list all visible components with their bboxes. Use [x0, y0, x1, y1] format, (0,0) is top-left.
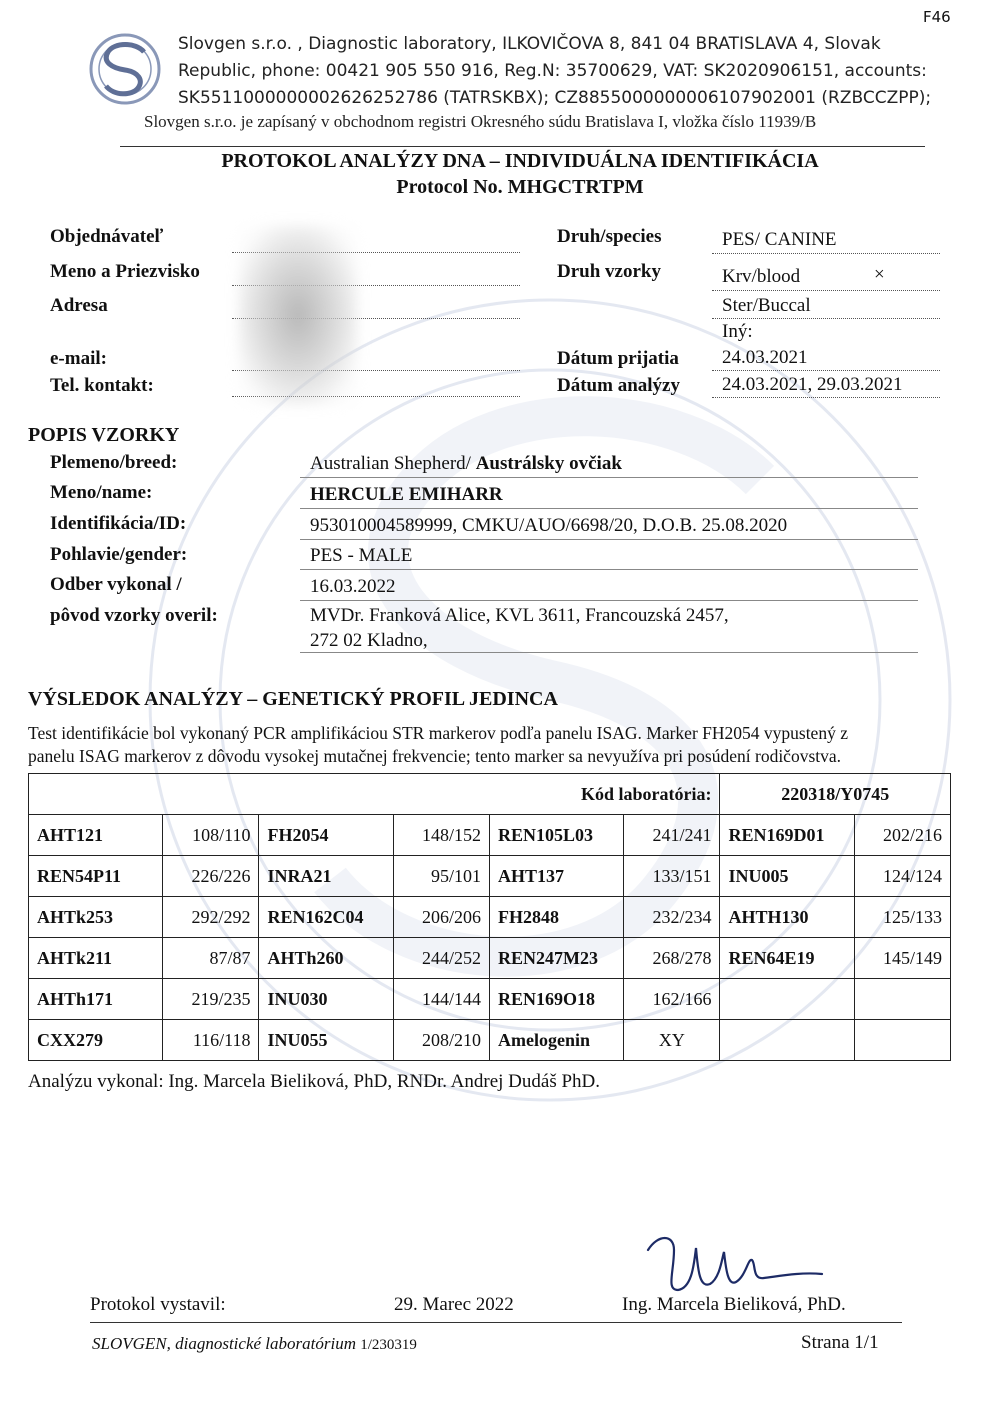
footer-doc-code: 1/230319 — [360, 1337, 417, 1353]
result-text-1: Test identifikácie bol vykonaný PCR amplifikáciou STR markerov podľa panelu ISAG. Marker FH2054 vypustený z — [28, 723, 848, 743]
marker-value: 125/133 — [854, 897, 950, 938]
marker-value: 232/234 — [624, 897, 720, 938]
marker-value: 87/87 — [163, 938, 259, 979]
verified-label: pôvod vzorky overil: — [50, 605, 218, 626]
gender-value: PES - MALE — [310, 545, 413, 566]
marker-name: INU030 — [259, 979, 393, 1020]
marker-value: 162/166 — [624, 979, 720, 1020]
breed-label: Plemeno/breed: — [50, 452, 178, 473]
marker-value: 202/216 — [854, 815, 950, 856]
document-title: PROTOKOL ANALÝZY DNA – INDIVIDUÁLNA IDENTIFIKÁCIA — [221, 150, 819, 172]
sample-type-other: Iný: — [722, 321, 753, 342]
marker-name — [720, 979, 854, 1020]
marker-name: REN64E19 — [720, 938, 854, 979]
received-date-value: 24.03.2021 — [722, 347, 808, 368]
breed-value: Australian Shepherd/ Austrálsky ovčiak — [310, 453, 622, 474]
received-date-label: Dátum prijatia — [557, 348, 679, 369]
collection-line — [300, 600, 918, 601]
gender-label: Pohlavie/gender: — [50, 544, 188, 565]
client-address-label: Adresa — [50, 295, 108, 316]
marker-name: FH2848 — [489, 897, 623, 938]
form-code: F46 — [923, 8, 951, 26]
marker-name: REN169O18 — [489, 979, 623, 1020]
footer-divider — [90, 1322, 902, 1323]
issued-date: 29. Marec 2022 — [394, 1294, 514, 1315]
client-name-label: Meno a Priezvisko — [50, 261, 200, 282]
sample-type-label: Druh vzorky — [557, 261, 661, 282]
marker-name — [720, 1020, 854, 1061]
result-text-2: panelu ISAG markerov z dôvodu vysokej mutačnej frekvencie; tento marker sa nevyužíva pri posúdení rodičovstva. — [28, 746, 842, 766]
marker-value: 95/101 — [393, 856, 489, 897]
selected-mark: × — [874, 264, 885, 285]
marker-value: 208/210 — [393, 1020, 489, 1061]
marker-name: INRA21 — [259, 856, 393, 897]
header-line-1: Slovgen s.r.o. , Diagnostic laboratory, ILKOVIČOVA 8, 841 04 BRATISLAVA 4, Slovak — [178, 34, 881, 54]
gender-line — [300, 569, 918, 570]
breed-line — [300, 477, 918, 478]
marker-value: 108/110 — [163, 815, 259, 856]
table-row — [29, 897, 951, 938]
marker-value: 133/151 — [624, 856, 720, 897]
id-label: Identifikácia/ID: — [50, 513, 187, 534]
signature — [640, 1228, 830, 1308]
marker-value: 124/124 — [854, 856, 950, 897]
sample-type-buccal: Ster/Buccal — [722, 295, 811, 316]
received-date-line — [712, 370, 940, 371]
verified-value-2: 272 02 Kladno, — [310, 630, 428, 651]
name-line — [300, 508, 918, 509]
marker-value: 144/144 — [393, 979, 489, 1020]
marker-name: AHT121 — [29, 815, 163, 856]
marker-name: INU055 — [259, 1020, 393, 1061]
marker-value: 226/226 — [163, 856, 259, 897]
marker-name: AHT137 — [489, 856, 623, 897]
marker-name: AHTk211 — [29, 938, 163, 979]
marker-value: 116/118 — [163, 1020, 259, 1061]
marker-name: AHTh171 — [29, 979, 163, 1020]
species-line — [712, 253, 940, 254]
verified-value-1: MVDr. Franková Alice, KVL 3611, Francouzská 2457, — [310, 605, 729, 626]
footer-company-block — [92, 1334, 417, 1354]
marker-value: 206/206 — [393, 897, 489, 938]
verified-line — [300, 652, 918, 653]
sample-description-heading: POPIS VZORKY — [28, 424, 180, 446]
marker-value: 219/235 — [163, 979, 259, 1020]
marker-value: 241/241 — [624, 815, 720, 856]
page-number: Strana 1/1 — [801, 1332, 879, 1353]
table-row — [29, 1020, 951, 1061]
analysis-date-label: Dátum analýzy — [557, 375, 680, 396]
client-label: Objednávateľ — [50, 226, 164, 247]
marker-value: 148/152 — [393, 815, 489, 856]
marker-value: XY — [624, 1020, 720, 1061]
marker-name: AHTk253 — [29, 897, 163, 938]
header-line-2: Republic, phone: 00421 905 550 916, Reg.N: 35700629, VAT: SK2020906151, accounts: — [178, 61, 927, 81]
lab-code-label: Kód laboratória: — [29, 774, 720, 815]
marker-name: INU005 — [720, 856, 854, 897]
redacted-client-info — [238, 225, 358, 405]
table-row — [29, 938, 951, 979]
marker-name: REN54P11 — [29, 856, 163, 897]
issued-by: Ing. Marcela Bieliková, PhD. — [622, 1294, 846, 1315]
header-line-4: Slovgen s.r.o. je zapísaný v obchodnom registri Okresného súdu Bratislava I, vložka číslo 11939/B — [144, 112, 817, 131]
marker-value — [854, 1020, 950, 1061]
marker-name: REN162C04 — [259, 897, 393, 938]
marker-name: FH2054 — [259, 815, 393, 856]
marker-value — [854, 979, 950, 1020]
footer-company: SLOVGEN, diagnostické laboratórium — [92, 1334, 356, 1353]
header-divider — [120, 146, 925, 147]
client-phone-label: Tel. kontakt: — [50, 375, 154, 396]
marker-name: REN169D01 — [720, 815, 854, 856]
marker-name: CXX279 — [29, 1020, 163, 1061]
name-value: HERCULE EMIHARR — [310, 484, 503, 505]
marker-value: 268/278 — [624, 938, 720, 979]
table-row — [29, 979, 951, 1020]
collection-label: Odber vykonal / — [50, 574, 182, 595]
marker-name: Amelogenin — [489, 1020, 623, 1061]
id-line — [300, 539, 918, 540]
marker-value: 244/252 — [393, 938, 489, 979]
lab-code-value: 220318/Y0745 — [720, 774, 951, 815]
marker-value: 292/292 — [163, 897, 259, 938]
protocol-number: Protocol No. MHGCTRTPM — [396, 176, 644, 198]
table-row — [29, 815, 951, 856]
analysis-date-value: 24.03.2021, 29.03.2021 — [722, 374, 903, 395]
table-row — [29, 856, 951, 897]
sample-type-line — [712, 318, 940, 319]
sample-type-blood: Krv/blood — [722, 266, 801, 287]
slovgen-logo-icon — [86, 30, 164, 108]
marker-name: AHTh260 — [259, 938, 393, 979]
collection-value: 16.03.2022 — [310, 576, 396, 597]
marker-name: AHTH130 — [720, 897, 854, 938]
lab-code-row — [29, 774, 951, 815]
id-value: 953010004589999, CMKU/AUO/6698/20, D.O.B. 25.08.2020 — [310, 515, 788, 536]
client-email-label: e-mail: — [50, 348, 107, 369]
result-heading: VÝSLEDOK ANALÝZY – GENETICKÝ PROFIL JEDINCA — [28, 688, 558, 710]
marker-value: 145/149 — [854, 938, 950, 979]
sample-type-line — [712, 290, 940, 291]
name-label: Meno/name: — [50, 482, 153, 503]
genetic-profile-table — [28, 773, 951, 1061]
species-label: Druh/species — [557, 226, 662, 247]
analysis-date-line — [712, 397, 940, 398]
marker-name: REN247M23 — [489, 938, 623, 979]
issued-label: Protokol vystavil: — [90, 1294, 226, 1315]
species-value: PES/ CANINE — [722, 229, 837, 250]
header-line-3: SK5511000000002626252786 (TATRSKBX); CZ8855000000006107902001 (RZBCCZPP); — [178, 88, 932, 108]
performed-by: Analýzu vykonal: Ing. Marcela Bieliková, PhD, RNDr. Andrej Dudáš PhD. — [28, 1071, 601, 1092]
marker-name: REN105L03 — [489, 815, 623, 856]
